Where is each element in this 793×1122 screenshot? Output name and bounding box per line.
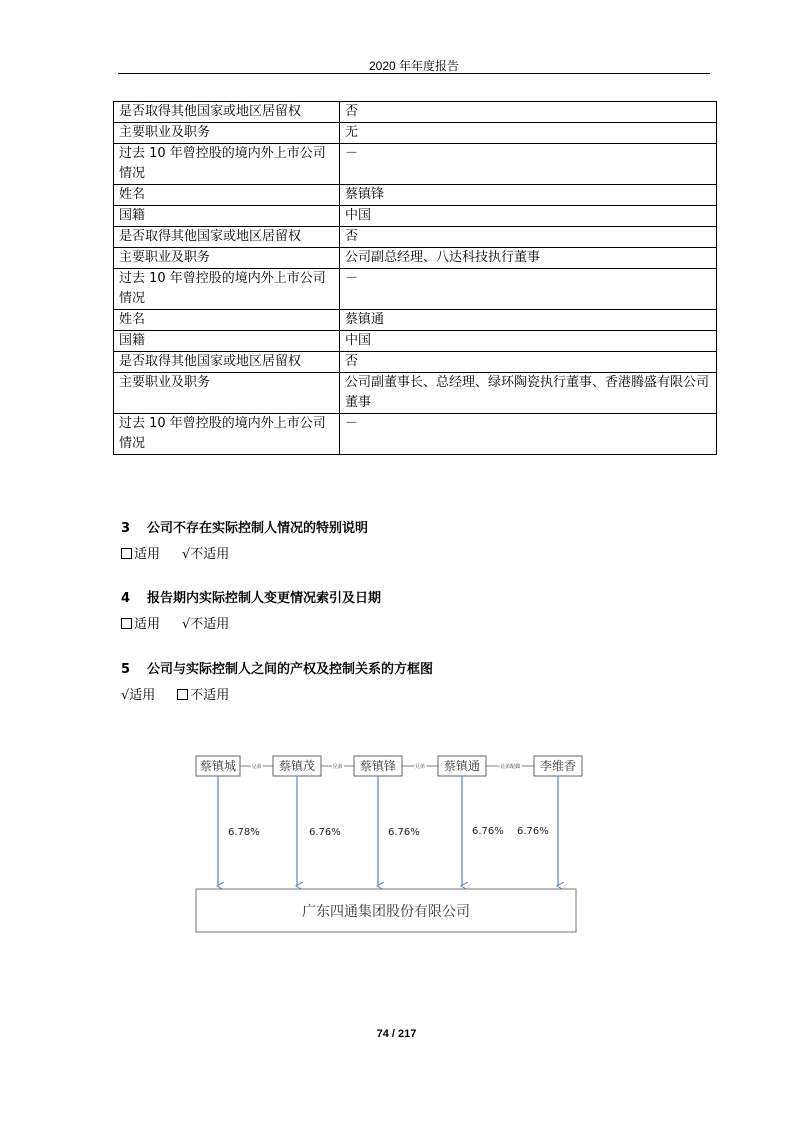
- header-divider: [118, 73, 710, 74]
- row-label: 过去 10 年曾控股的境内外上市公司情况: [114, 144, 340, 185]
- row-value: －: [340, 144, 717, 185]
- checkbox-icon: [177, 689, 188, 700]
- row-label: 国籍: [114, 206, 340, 227]
- table-row: [114, 269, 717, 310]
- company-name: 广东四通集团股份有限公司: [302, 904, 470, 920]
- row-value: 否: [340, 227, 717, 248]
- section-number: 4: [121, 591, 131, 606]
- row-value: 公司副总经理、八达科技执行董事: [340, 248, 717, 269]
- person-name: 蔡镇城: [199, 759, 237, 773]
- table-row: [114, 331, 717, 352]
- applicability-options: [121, 684, 433, 703]
- relation-label: 兄弟配偶: [499, 764, 521, 770]
- row-label: 姓名: [114, 185, 340, 206]
- table-row: [114, 310, 717, 331]
- row-value: 无: [340, 123, 717, 144]
- table-row: [114, 352, 717, 373]
- section-4: [121, 587, 381, 632]
- relation-label: 兄弟: [414, 764, 426, 770]
- section-heading: [121, 587, 381, 606]
- option-applicable: 适用: [134, 547, 161, 562]
- option-not-applicable: √不适用: [182, 617, 230, 632]
- controller-info-table: [113, 101, 717, 455]
- section-number: 5: [121, 662, 131, 677]
- row-label: 姓名: [114, 310, 340, 331]
- table-row: [114, 123, 717, 144]
- row-value: 中国: [340, 331, 717, 352]
- table-row: [114, 373, 717, 414]
- row-label: 主要职业及职务: [114, 123, 340, 144]
- stake-percent: 6.76%: [309, 827, 341, 838]
- option-applicable: 适用: [134, 617, 161, 632]
- stake-percent: 6.76%: [472, 826, 504, 837]
- section-title: 报告期内实际控制人变更情况索引及日期: [147, 591, 382, 606]
- page-header: 2020 年年度报告: [368, 59, 460, 73]
- table-row: [114, 206, 717, 227]
- table-row: [114, 227, 717, 248]
- table-row: [114, 102, 717, 123]
- row-label: 是否取得其他国家或地区居留权: [114, 102, 340, 123]
- row-value: 否: [340, 352, 717, 373]
- person-name: 李维香: [539, 759, 577, 773]
- person-name: 蔡镇茂: [278, 759, 316, 773]
- row-value: 否: [340, 102, 717, 123]
- table-row: [114, 185, 717, 206]
- option-applicable: √适用: [121, 688, 156, 703]
- section-3: [121, 517, 368, 562]
- ownership-diagram: [190, 745, 590, 940]
- section-title: 公司与实际控制人之间的产权及控制关系的方框图: [147, 662, 434, 677]
- section-5: [121, 658, 433, 703]
- applicability-options: [121, 543, 368, 562]
- row-label: 主要职业及职务: [114, 248, 340, 269]
- table-row: [114, 144, 717, 185]
- row-value: －: [340, 414, 717, 455]
- stake-percent: 6.78%: [228, 827, 260, 838]
- row-label: 过去 10 年曾控股的境内外上市公司情况: [114, 414, 340, 455]
- table-row: [114, 414, 717, 455]
- row-label: 过去 10 年曾控股的境内外上市公司情况: [114, 269, 340, 310]
- section-heading: [121, 517, 368, 536]
- relation-label: 兄弟: [332, 764, 343, 770]
- section-heading: [121, 658, 433, 677]
- stake-percent: 6.76%: [388, 827, 420, 838]
- relation-label: 兄弟: [251, 764, 262, 770]
- option-not-applicable: √不适用: [182, 547, 230, 562]
- row-label: 主要职业及职务: [114, 373, 340, 414]
- checkbox-icon: [121, 548, 132, 559]
- table-row: [114, 248, 717, 269]
- section-title: 公司不存在实际控制人情况的特别说明: [147, 521, 369, 536]
- option-not-applicable: 不适用: [190, 688, 230, 703]
- row-label: 是否取得其他国家或地区居留权: [114, 227, 340, 248]
- applicability-options: [121, 613, 381, 632]
- person-name: 蔡镇锋: [359, 759, 397, 773]
- page-number: 74 / 217: [376, 1028, 417, 1040]
- row-value: 公司副董事长、总经理、绿环陶瓷执行董事、香港腾盛有限公司董事: [340, 373, 717, 414]
- row-label: 国籍: [114, 331, 340, 352]
- row-value: 中国: [340, 206, 717, 227]
- stake-percent: 6.76%: [517, 826, 549, 837]
- row-value: 蔡镇通: [340, 310, 717, 331]
- person-name: 蔡镇通: [443, 759, 481, 773]
- row-label: 是否取得其他国家或地区居留权: [114, 352, 340, 373]
- row-value: 蔡镇锋: [340, 185, 717, 206]
- row-value: －: [340, 269, 717, 310]
- section-number: 3: [121, 521, 131, 536]
- checkbox-icon: [121, 618, 132, 629]
